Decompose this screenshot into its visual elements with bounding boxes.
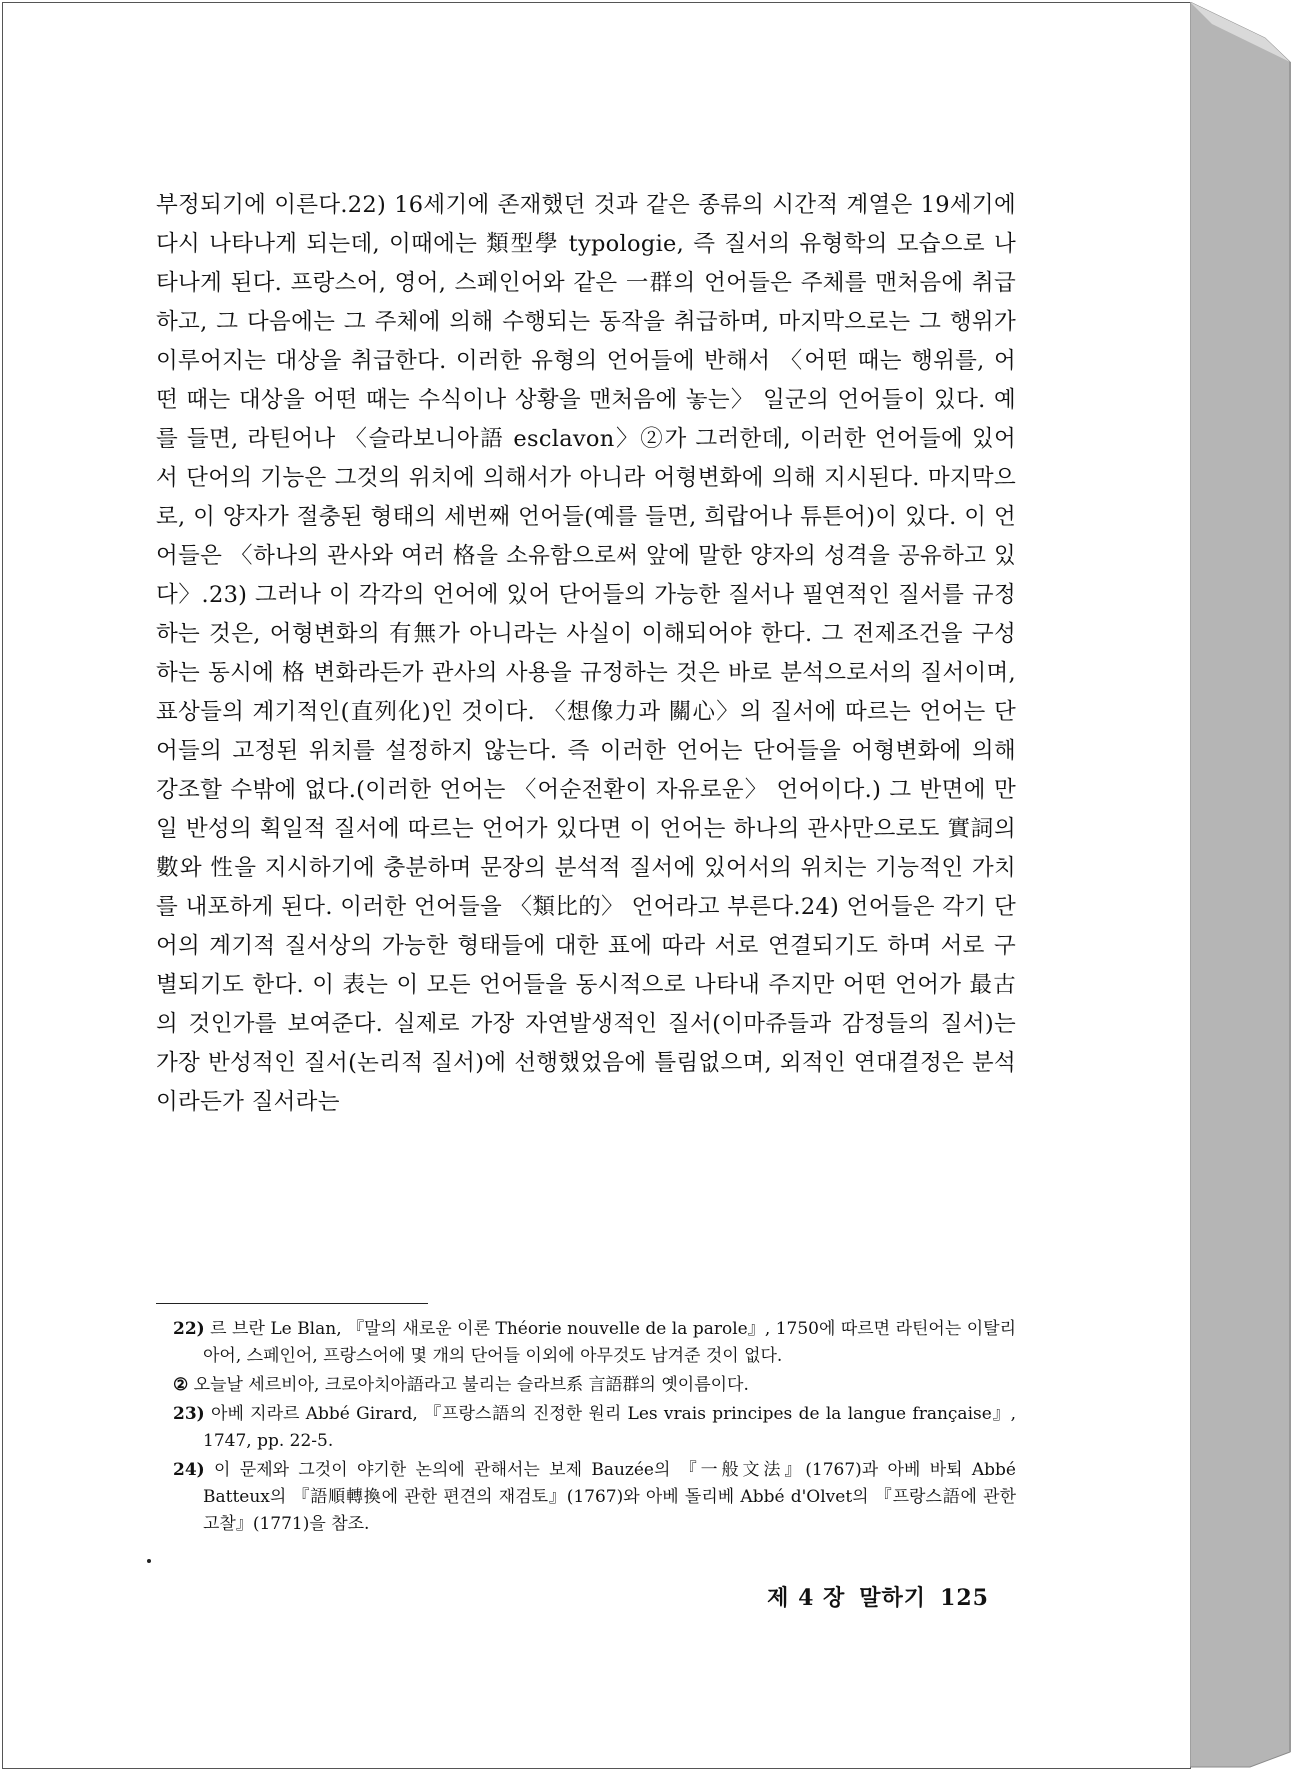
footnote-text: 르 브란 Le Blan, 『말의 새로운 이론 Théorie nouvelle de la parole』, 1750에 따르면 라틴어는 이탈리아어, 스페인어, 프랑스어에 몇 개의 단어들 이외에 아무것도 남겨준 것이 없다. — [203, 1319, 1016, 1366]
footnote-23 — [173, 1401, 1016, 1455]
footnote-mark: 22) — [173, 1319, 205, 1339]
footnote-text: 오늘날 세르비아, 크로아치아語라고 불리는 슬라브系 言語群의 옛이름이다. — [193, 1375, 749, 1395]
chapter-label: 제 4 장 — [767, 1585, 846, 1611]
main-text — [156, 186, 1016, 1122]
page-stack-edge — [1190, 2, 1301, 1770]
page-footer — [767, 1581, 989, 1612]
footnote-text: 아베 지라르 Abbé Girard, 『프랑스語의 진정한 원리 Les vrais principes de la langue française』, 1747, pp. 22-5. — [203, 1404, 1016, 1451]
footnote-mark: 24) — [173, 1460, 205, 1480]
chapter-title: 말하기 — [859, 1585, 927, 1611]
body-paragraph: 부정되기에 이른다.22) 16세기에 존재했던 것과 같은 종류의 시간적 계열은 19세기에 다시 나타나게 되는데, 이때에는 類型學 typologie, 즉 질서의 유형학의 모습으로 나타나게 된다. 프랑스어, 영어, 스페인어와 같은 一群의 언어들은 주체를 맨처음에 취급하고, 그 다음에는 그 주체에 의해 수행되는 동작을 취급하며, 마지막으로는 그 행위가 이루어지는 대상을 취급한다. 이러한 유형의 언어들에 반해서 〈어떤 때는 행위를, 어떤 때는 대상을 어떤 때는 수식이나 상황을 맨처음에 놓는〉 일군의 언어들이 있다. 예를 들면, 라틴어나 〈슬라보니아語 esclavon〉②가 그러한데, 이러한 언어들에 있어서 단어의 기능은 그것의 위치에 의해서가 아니라 어형변화에 의해 지시된다. 마지막으로, 이 양자가 절충된 형태의 세번째 언어들(예를 들면, 희랍어나 튜튼어)이 있다. 이 언어들은 〈하나의 관사와 여러 格을 소유함으로써 앞에 말한 양자의 성격을 공유하고 있다〉.23) 그러나 이 각각의 언어에 있어 단어들의 가능한 질서나 필연적인 질서를 규정하는 것은, 어형변화의 有無가 아니라는 사실이 이해되어야 한다. 그 전제조건을 구성하는 동시에 格 변화라든가 관사의 사용을 규정하는 것은 바로 분석으로서의 질서이며, 표상들의 계기적인(直列化)인 것이다. 〈想像力과 關心〉의 질서에 따르는 언어는 단어들의 고정된 위치를 설정하지 않는다. 즉 이러한 언어는 단어들을 어형변화에 의해 강조할 수밖에 없다.(이러한 언어는 〈어순전환이 자유로운〉 언어이다.) 그 반면에 만일 반성의 획일적 질서에 따르는 언어가 있다면 이 언어는 하나의 관사만으로도 實詞의 數와 性을 지시하기에 충분하며 문장의 분석적 질서에 있어서의 위치는 기능적인 가치를 내포하게 된다. 이러한 언어들을 〈類比的〉 언어라고 부른다.24) 언어들은 각기 단어의 계기적 질서상의 가능한 형태들에 대한 표에 따라 서로 연결되기도 하며 서로 구별되기도 한다. 이 表는 이 모든 언어들을 동시적으로 나타내 주지만 어떤 언어가 最古의 것인가를 보여준다. 실제로 가장 자연발생적인 질서(이마쥬들과 감정들의 질서)는 가장 반성적인 질서(논리적 질서)에 선행했었음에 틀림없으며, 외적인 연대결정은 분석이라든가 질서라는 — [156, 192, 1016, 1115]
page-number: 125 — [940, 1585, 989, 1611]
footnote-22 — [173, 1316, 1016, 1370]
footnotes — [173, 1316, 1016, 1540]
footnote-24 — [173, 1457, 1016, 1538]
footnote-mark: ② — [173, 1375, 189, 1395]
print-speck — [147, 1559, 151, 1563]
footnote-translator-2 — [173, 1372, 1016, 1399]
footnote-text: 이 문제와 그것이 야기한 논의에 관해서는 보제 Bauzée의 『一般文法』(1767)과 아베 바퇴 Abbé Batteux의 『語順轉換에 관한 편견의 재검토』(1767)와 아베 돌리베 Abbé d'Olvet의 『프랑스語에 관한 고찰』(1771)을 참조. — [203, 1460, 1016, 1534]
footnote-mark: 23) — [173, 1404, 205, 1424]
footnote-separator — [156, 1303, 428, 1304]
book-page — [2, 2, 1191, 1769]
